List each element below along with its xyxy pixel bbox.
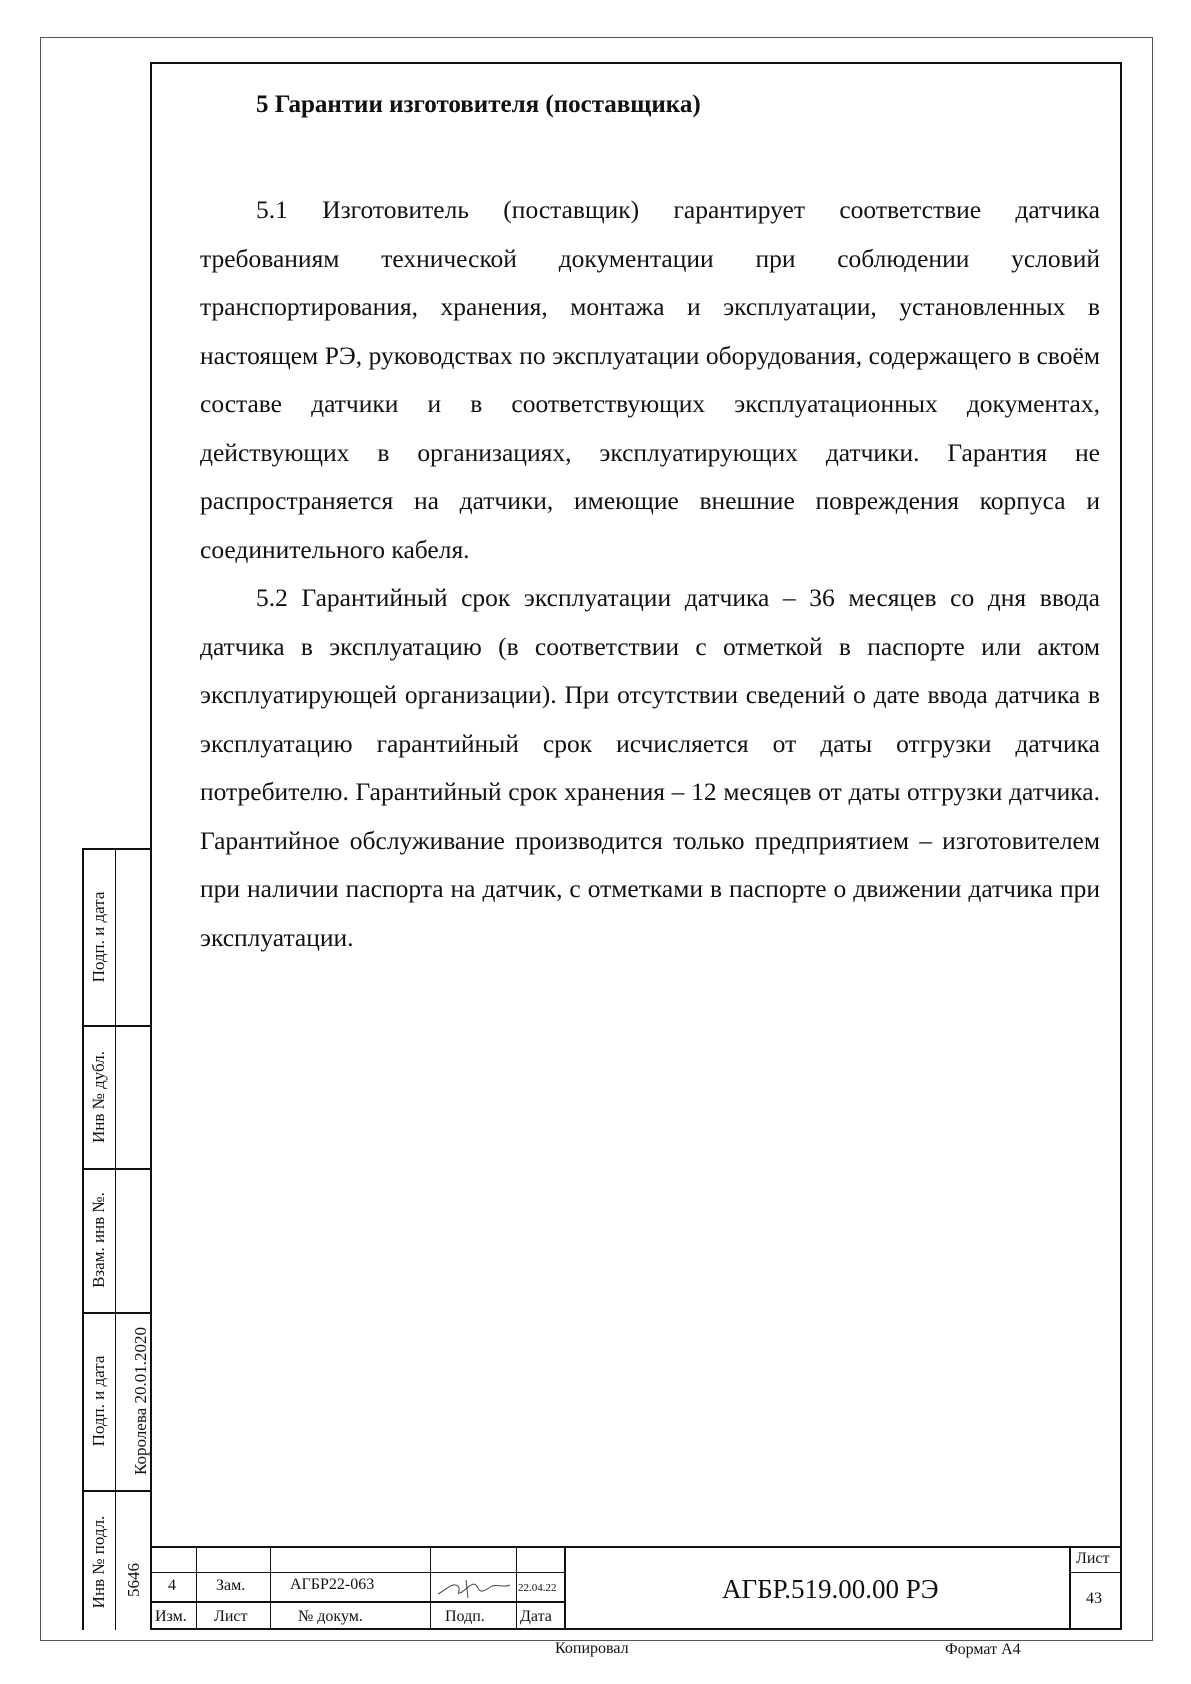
sidebar-podp-i-data-2: Подп. и дата — [89, 1355, 108, 1447]
sheet-label: Лист — [1076, 1550, 1110, 1567]
sheet-number: 43 — [1086, 1590, 1102, 1607]
list-label: Лист — [214, 1608, 248, 1625]
paragraph-5-2 — [200, 574, 1100, 962]
sidebar-inv-dubl: Инв № дубл. — [89, 1051, 108, 1144]
paragraph-5-1-text: 5.1 Изготовитель (поставщик) гарантирует соответствие датчика требованиям технической документации при соблюдении условий транспортирования, хранения, монтажа и эксплуатации, установленных в настоящем РЭ, руководствах по эксплуатации оборудования, содержащего в своём составе датчики и в соответствующих эксплуатационных документах, действующих в организациях, эксплуатирующих датчики. Гарантия не распространяется на датчики, имеющие внешние повреждения корпуса и соединительного кабеля. — [200, 195, 1100, 564]
date-value: 22.04.22 — [518, 1582, 557, 1594]
paragraph-5-2-text: 5.2 Гарантийный срок эксплуатации датчика – 36 месяцев со дня ввода датчика в эксплуатацию (в соответствии с отметкой в паспорте или актом эксплуатирующей организации). При отсутствии сведений о дате ввода датчика в эксплуатацию гарантийный срок исчисляется от даты отгрузки датчика потребителю. Гарантийный срок хранения – 12 месяцев от даты отгрузки датчика. Гарантийное обслуживание производится только предприятием – изготовителем при наличии паспорта на датчик, с отметками в паспорте о движении датчика при эксплуатации. — [200, 583, 1100, 952]
sidebar-podp-i-data-1: Подп. и дата — [89, 891, 108, 983]
paragraph-5-1 — [200, 186, 1100, 574]
list-value: Зам. — [216, 1577, 246, 1594]
footer-format: Формат А4 — [945, 1641, 1021, 1658]
sidebar-inv-podl-value: 5646 — [124, 1563, 143, 1597]
sidebar-vzam-inv: Взам. инв №. — [89, 1192, 108, 1288]
section-heading: 5 Гарантии изготовителя (поставщика) — [256, 91, 701, 118]
podp-label: Подп. — [445, 1608, 485, 1625]
footer-copied: Копировал — [555, 1640, 629, 1657]
data-label: Дата — [520, 1608, 552, 1625]
signature-icon — [432, 1572, 514, 1602]
izm-value: 4 — [168, 1577, 176, 1594]
sidebar-inv-podl: Инв № подл. — [89, 1515, 108, 1609]
dokum-label: № докум. — [298, 1608, 363, 1625]
document-code: АГБР.519.00.00 РЭ — [722, 1574, 939, 1604]
dokum-value: АГБР22-063 — [290, 1576, 375, 1593]
sidebar-podp-value: Королева 20.01.2020 — [131, 1327, 150, 1475]
izm-label: Изм. — [155, 1608, 187, 1625]
